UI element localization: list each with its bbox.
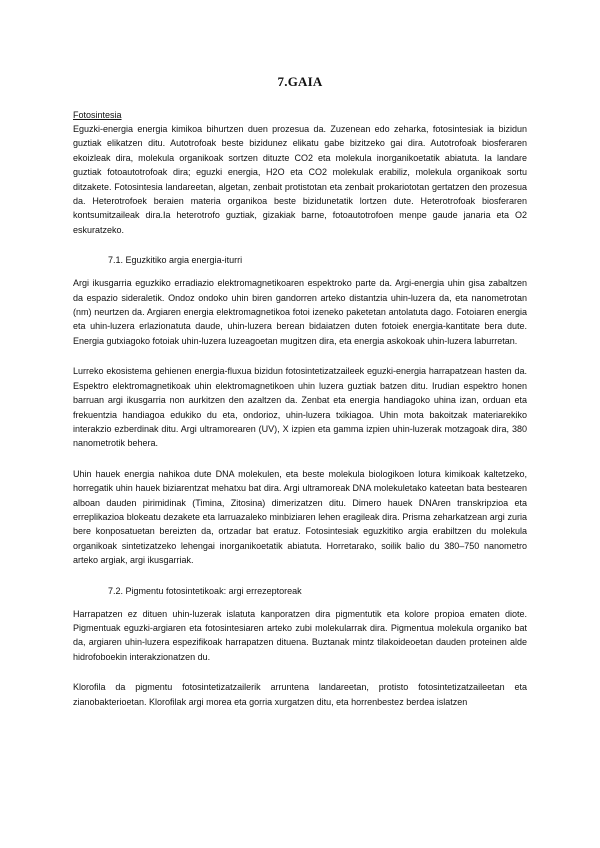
paragraph: Uhin hauek energia nahikoa dute DNA molekulen, eta beste molekula biologikoen lotura kimikoak kaltetzeko, horregatik uhin hauek biziarentzat mehatxu bat dira. Argi ultramoreak DNA molekuletako kateetan bata bestearen alboan dauden pirimidinak (Timina, Zitosina) dimerizatzen ditu. Dimero hauek DNAren transkripzioa eta erreplikazioa blokeatu dezakete eta larruazaleko minbiziaren lehen eragileak dira. Prisma zeharkatzean argi zuria bere konposatuetan bereizten da, ortzadar bat eratuz. Fotosintesiak eguzkitiko argia erabiltzen du molekula organikoak sintetizatzeko lehengai inorganikoetatik abiatuta. Horretarako, soilik balio du 380–750 nanometro arteko argiak, argi ikusgarriak. bbox=[73, 468, 527, 566]
paragraph: Lurreko ekosistema gehienen energia-fluxua bizidun fotosintetizatzaileek eguzki-energia harrapatzean hasten da. Espektro elektromagnetikoak uhin elektromagnetikoen uhin luzera guztiak batzen ditu. Irudian espektro honen barruan argi ikusgarria non aurkitzen den azaltzen da. Zenbat eta energia handiagoko uhina izan, orduan eta frekuentzia handiagoa edukiko du eta, ondorioz, uhin-luzera txikiagoa. Uhin mota bakoitzak materiarekiko interakzio ezberdinak ditu. Argi ultramorearen (UV), X izpien eta gamma izpien uhin-luzerak motzagoak dira, 380 nanometrotik behera. bbox=[73, 366, 527, 449]
page-title: 7.GAIA bbox=[277, 74, 323, 89]
paragraph: Eguzki-energia energia kimikoa bihurtzen duen prozesua da. Zuzenean edo zeharka, fotosintesiak ia bizidun guztiak elikatzen ditu. Autotrofoak beste bizidunez elikatu gabe bizitzeko gai dira. Autotrofoak biosferaren ekoizleak dira, molekula organikoak sortzen dituzte CO2 eta molekula inorganikoetatik abiatuta. Ia landare guztiak fotoautotrofoak dira; eguzki energia, H2O eta CO2 molekulak erabiliz, molekula organikoak sortu ditzakete. Fotosintesia landareetan, algetan, zenbait protistotan eta zenbait prokariototan gertatzen den prozesua da. Heterotrofoek beraien materia organikoa beste bizidunetatik lortzen dute. Heterotrofoak biosferaren kontsumitzaileak dira.Ia heterotrofo guztiak, gizakiak barne, fotoautotrofoen menpe gaude janaria eta O2 eskuratzeko. bbox=[73, 124, 527, 235]
section-heading-fotosintesia: Fotosintesia bbox=[73, 110, 122, 120]
paragraph: Harrapatzen ez dituen uhin-luzerak islatuta kanporatzen dira pigmentutik eta kolore propioa ematen diote. Pigmentuak eguzki-argiaren eta fotosintesiaren arteko zubi molekularrak dira. Pigmentua molekula organiko bat da, argiaren uhin-luzera espezifikoak harrapatzen dituena. Buztanak mintz tilakoideoetan dauden proteinen alde hidrofoboekin interakzionatzen du. bbox=[73, 608, 527, 662]
paragraph: Argi ikusgarria eguzkiko erradiazio elektromagnetikoaren espektroko parte da. Argi-energia uhin gisa zabaltzen da espazio sideraletik. Ondoz ondoko uhin biren gandorren arteko distantzia uhin-luzera da, eta nanometrotan (nm) neurtzen da. Argiaren energia elektromagnetikoa fotoi izeneko paketetan antolatuta dago. Fotoiaren energia eta uhin-luzera erlazionatuta daude, uhin-luzera berean bidaiatzen duten fotoiek energia-kantitate bera dute. Energia gutxiagoko fotoiak uhin-luzera luzeagoetan mugitzen dira, eta energia askokoak uhin-luzera laburretan. bbox=[73, 278, 527, 346]
section-heading-7-2: 7.2. Pigmentu fotosintetikoak: argi errezeptoreak bbox=[108, 585, 302, 596]
document-body bbox=[73, 108, 527, 709]
paragraph: Klorofila da pigmentu fotosintetizatzailerik arruntena landareetan, protisto fotosintetizatzaileetan eta zianobakterioetan. Klorofilak argi morea eta gorria xurgatzen ditu, eta horrenbestez berdea islatzen bbox=[73, 682, 527, 707]
section-heading-7-1: 7.1. Eguzkitiko argia energia-iturri bbox=[108, 255, 243, 266]
